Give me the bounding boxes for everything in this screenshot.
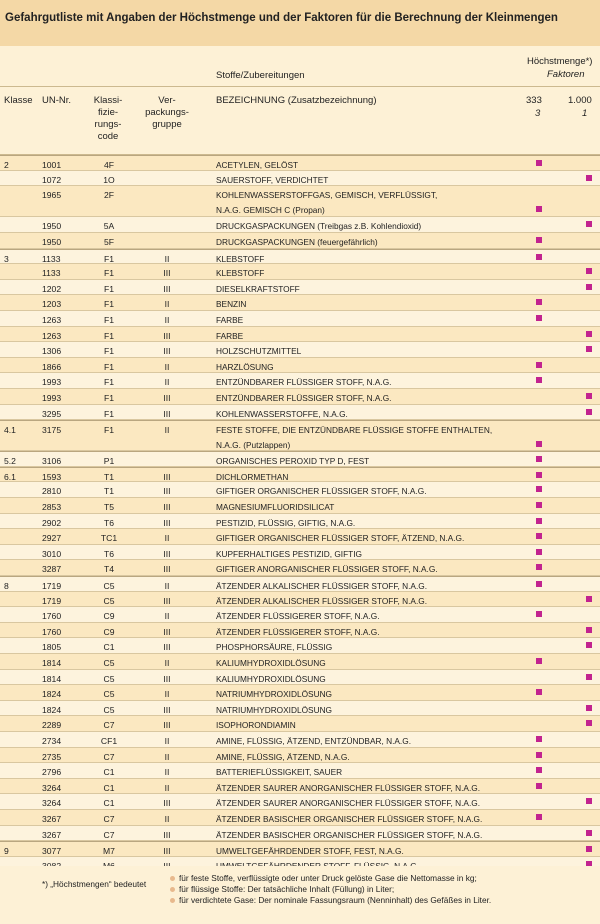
cell-bezeichnung: ÄTZENDER FLÜSSIGERER STOFF, N.A.G. bbox=[216, 611, 380, 622]
cell-klassifizierungscode: 5F bbox=[103, 236, 115, 247]
cell-un-nr: 3264 bbox=[42, 782, 62, 793]
cell-bezeichnung: DIESELKRAFTSTOFF bbox=[216, 283, 300, 294]
cell-un-nr: 1202 bbox=[42, 283, 62, 294]
cell-klassifizierungscode: CF1 bbox=[100, 735, 118, 746]
cell-un-nr: 1719 bbox=[42, 595, 62, 606]
cell-klassifizierungscode: TC1 bbox=[100, 533, 118, 544]
marker-1000-icon bbox=[586, 409, 592, 415]
marker-333-icon bbox=[536, 581, 542, 587]
table-row bbox=[0, 607, 600, 623]
cell-klassifizierungscode: F1 bbox=[103, 408, 115, 419]
cell-verpackungsgruppe: III bbox=[163, 642, 171, 653]
marker-333-icon bbox=[536, 549, 542, 555]
cell-verpackungsgruppe: III bbox=[163, 720, 171, 731]
table-row bbox=[0, 482, 600, 498]
cell-klassifizierungscode: M7 bbox=[103, 846, 115, 857]
table-row bbox=[0, 467, 600, 483]
table-row bbox=[0, 311, 600, 327]
cell-verpackungsgruppe: III bbox=[163, 283, 171, 294]
cell-verpackungsgruppe: III bbox=[163, 408, 171, 419]
cell-bezeichnung: ACETYLEN, GELÖST bbox=[216, 160, 299, 170]
cell-klassifizierungscode: F1 bbox=[103, 268, 115, 279]
cell-un-nr: 1133 bbox=[42, 253, 61, 264]
table-row bbox=[0, 358, 600, 374]
marker-1000-icon bbox=[586, 284, 592, 290]
header-verpackungsgruppe: Ver- packungs- gruppe bbox=[145, 95, 189, 130]
cell-klasse: 2 bbox=[4, 160, 9, 170]
cell-un-nr: 1760 bbox=[42, 626, 62, 637]
cell-un-nr: 1824 bbox=[42, 689, 62, 700]
table-row bbox=[0, 342, 600, 358]
marker-1000-icon bbox=[586, 175, 592, 181]
table-row bbox=[0, 171, 600, 187]
cell-un-nr: 2796 bbox=[42, 767, 62, 778]
table-row bbox=[0, 280, 600, 296]
marker-333-icon bbox=[536, 315, 542, 321]
cell-klassifizierungscode: C5 bbox=[103, 673, 115, 684]
cell-bezeichnung: ISOPHORONDIAMIN bbox=[216, 720, 296, 731]
cell-un-nr: 1824 bbox=[42, 704, 62, 715]
marker-333-icon bbox=[536, 783, 542, 789]
cell-bezeichnung: ORGANISCHES PEROXID TYP D, FEST bbox=[216, 456, 370, 467]
table-row bbox=[0, 529, 600, 545]
cell-un-nr: 3175 bbox=[42, 425, 62, 436]
cell-un-nr: 1133 bbox=[42, 268, 61, 279]
cell-un-nr: 1805 bbox=[42, 642, 62, 653]
table-row bbox=[0, 623, 600, 639]
marker-333-icon bbox=[536, 533, 542, 539]
marker-1000-icon bbox=[586, 331, 592, 337]
marker-1000-icon bbox=[586, 596, 592, 602]
cell-verpackungsgruppe: III bbox=[163, 268, 171, 279]
cell-verpackungsgruppe: II bbox=[164, 377, 170, 388]
table-row bbox=[0, 592, 600, 608]
table-row bbox=[0, 826, 600, 842]
cell-klasse: 8 bbox=[4, 581, 9, 592]
cell-klassifizierungscode: 4F bbox=[103, 160, 115, 170]
cell-verpackungsgruppe: II bbox=[164, 253, 170, 264]
marker-333-icon bbox=[536, 441, 542, 447]
cell-un-nr: 3077 bbox=[42, 846, 62, 857]
table-row bbox=[0, 810, 600, 826]
cell-un-nr: 1719 bbox=[42, 581, 62, 592]
marker-333-icon bbox=[536, 206, 542, 212]
cell-klassifizierungscode: F1 bbox=[103, 392, 115, 403]
cell-verpackungsgruppe: III bbox=[163, 595, 171, 606]
marker-333-icon bbox=[536, 472, 542, 478]
cell-bezeichnung: PHOSPHORSÄURE, FLÜSSIG bbox=[216, 642, 333, 653]
footnote-lead: *) „Höchstmengen“ bedeutet bbox=[42, 879, 147, 889]
cell-bezeichnung-line2: N.A.G. GEMISCH C (Propan) bbox=[216, 205, 325, 216]
cell-klassifizierungscode: 2F bbox=[103, 190, 115, 201]
marker-333-icon bbox=[536, 254, 542, 260]
marker-1000-icon bbox=[586, 846, 592, 852]
cell-verpackungsgruppe: II bbox=[164, 767, 170, 778]
cell-klassifizierungscode: P1 bbox=[103, 456, 115, 467]
cell-un-nr: 1306 bbox=[42, 346, 62, 357]
table-body bbox=[0, 155, 600, 872]
marker-333-icon bbox=[536, 486, 542, 492]
cell-bezeichnung: UMWELTGEFÄHRDENDER STOFF, FEST, N.A.G. bbox=[216, 846, 404, 857]
cell-klassifizierungscode: 5A bbox=[103, 221, 115, 232]
table-row bbox=[0, 155, 600, 171]
cell-klassifizierungscode: F1 bbox=[103, 283, 115, 294]
cell-un-nr: 3295 bbox=[42, 408, 62, 419]
marker-333-icon bbox=[536, 377, 542, 383]
cell-klassifizierungscode: C5 bbox=[103, 689, 115, 700]
cell-un-nr: 2853 bbox=[42, 502, 62, 513]
cell-klassifizierungscode: F1 bbox=[103, 425, 115, 436]
table-row bbox=[0, 420, 600, 451]
cell-bezeichnung: KLEBSTOFF bbox=[216, 268, 265, 279]
marker-333-icon bbox=[536, 689, 542, 695]
cell-verpackungsgruppe: III bbox=[163, 548, 171, 559]
cell-bezeichnung: GIFTIGER ANORGANISCHER FLÜSSIGER STOFF, N.A.G. bbox=[216, 564, 438, 575]
cell-klassifizierungscode: C7 bbox=[103, 829, 115, 840]
cell-bezeichnung: BATTERIEFLÜSSIGKEIT, SAUER bbox=[216, 767, 343, 778]
marker-1000-icon bbox=[586, 393, 592, 399]
cell-bezeichnung: NATRIUMHYDROXIDLÖSUNG bbox=[216, 704, 333, 715]
cell-bezeichnung: KLEBSTOFF bbox=[216, 253, 265, 264]
table-row bbox=[0, 748, 600, 764]
table-row bbox=[0, 560, 600, 576]
table-row bbox=[0, 732, 600, 748]
cell-klassifizierungscode: C1 bbox=[103, 642, 115, 653]
cell-un-nr: 3010 bbox=[42, 548, 62, 559]
cell-un-nr: 1950 bbox=[42, 236, 62, 247]
cell-klassifizierungscode: F1 bbox=[103, 253, 115, 264]
footnote bbox=[0, 866, 600, 924]
marker-333-icon bbox=[536, 767, 542, 773]
cell-klassifizierungscode: F1 bbox=[103, 314, 115, 325]
marker-333-icon bbox=[536, 160, 542, 166]
cell-verpackungsgruppe: III bbox=[163, 502, 171, 513]
cell-un-nr: 1993 bbox=[42, 377, 62, 388]
cell-klassifizierungscode: T5 bbox=[103, 502, 115, 513]
cell-bezeichnung: AMINE, FLÜSSIG, ÄTZEND, N.A.G. bbox=[216, 751, 350, 762]
cell-un-nr: 2927 bbox=[42, 533, 62, 544]
table-row bbox=[0, 670, 600, 686]
marker-1000-icon bbox=[586, 830, 592, 836]
cell-bezeichnung: HOLZSCHUTZMITTEL bbox=[216, 346, 302, 357]
cell-bezeichnung: GIFTIGER ORGANISCHER FLÜSSIGER STOFF, ÄTZEND, N.A.G. bbox=[216, 533, 465, 544]
marker-333-icon bbox=[536, 518, 542, 524]
cell-bezeichnung: FESTE STOFFE, DIE ENTZÜNDBARE FLÜSSIGE STOFFE ENTHALTEN, bbox=[216, 425, 493, 436]
cell-bezeichnung: KUPFERHALTIGES PESTIZID, GIFTIG bbox=[216, 548, 362, 559]
table-row bbox=[0, 545, 600, 561]
cell-verpackungsgruppe: II bbox=[164, 735, 170, 746]
cell-klassifizierungscode: C9 bbox=[103, 611, 115, 622]
cell-bezeichnung: ENTZÜNDBARER FLÜSSIGER STOFF, N.A.G. bbox=[216, 377, 392, 388]
cell-klasse: 4.1 bbox=[4, 425, 16, 436]
cell-verpackungsgruppe: III bbox=[163, 626, 171, 637]
cell-un-nr: 2734 bbox=[42, 735, 62, 746]
marker-333-icon bbox=[536, 611, 542, 617]
cell-klassifizierungscode: T4 bbox=[103, 564, 115, 575]
marker-1000-icon bbox=[586, 705, 592, 711]
cell-verpackungsgruppe: III bbox=[163, 673, 171, 684]
cell-verpackungsgruppe: II bbox=[164, 533, 170, 544]
cell-klassifizierungscode: C5 bbox=[103, 704, 115, 715]
cell-un-nr: 1263 bbox=[42, 330, 62, 341]
cell-klassifizierungscode: C5 bbox=[103, 581, 115, 592]
cell-bezeichnung: KALIUMHYDROXIDLÖSUNG bbox=[216, 658, 326, 668]
marker-1000-icon bbox=[586, 346, 592, 352]
marker-1000-icon bbox=[586, 627, 592, 633]
cell-un-nr: 1593 bbox=[42, 471, 62, 482]
cell-un-nr: 1814 bbox=[42, 673, 62, 684]
table-row bbox=[0, 373, 600, 389]
cell-un-nr: 1072 bbox=[42, 174, 62, 185]
cell-un-nr: 3287 bbox=[42, 564, 62, 575]
cell-verpackungsgruppe: II bbox=[164, 299, 170, 310]
cell-bezeichnung: DRUCKGASPACKUNGEN (Treibgas z.B. Kohlendioxid) bbox=[216, 221, 422, 232]
marker-1000-icon bbox=[586, 221, 592, 227]
cell-un-nr: 1965 bbox=[42, 190, 62, 201]
cell-verpackungsgruppe: II bbox=[164, 581, 170, 592]
cell-klassifizierungscode: F1 bbox=[103, 299, 115, 310]
header-factor-3: 3 bbox=[535, 108, 541, 119]
cell-un-nr: 1203 bbox=[42, 299, 62, 310]
cell-bezeichnung: KOHLENWASSERSTOFFE, N.A.G. bbox=[216, 408, 348, 419]
cell-bezeichnung: KALIUMHYDROXIDLÖSUNG bbox=[216, 673, 326, 684]
cell-un-nr: 2902 bbox=[42, 517, 62, 528]
cell-verpackungsgruppe: II bbox=[164, 658, 170, 668]
cell-bezeichnung: DRUCKGASPACKUNGEN (feuergefährlich) bbox=[216, 236, 378, 247]
cell-bezeichnung: AMINE, FLÜSSIG, ÄTZEND, ENTZÜNDBAR, N.A.G. bbox=[216, 735, 411, 746]
cell-klassifizierungscode: T6 bbox=[103, 548, 115, 559]
bullet-icon bbox=[170, 887, 175, 892]
table-row bbox=[0, 794, 600, 810]
cell-bezeichnung: ÄTZENDER ALKALISCHER FLÜSSIGER STOFF, N.A.G. bbox=[216, 595, 428, 606]
cell-klassifizierungscode: C7 bbox=[103, 751, 115, 762]
cell-klasse: 6.1 bbox=[4, 471, 16, 482]
cell-verpackungsgruppe: III bbox=[163, 564, 171, 575]
header-col1000: 1.000 bbox=[568, 95, 592, 106]
table-row bbox=[0, 233, 600, 249]
marker-1000-icon bbox=[586, 642, 592, 648]
cell-klassifizierungscode: C7 bbox=[103, 813, 115, 824]
header-stoffe: Stoffe/Zubereitungen bbox=[216, 70, 305, 81]
bullet-icon bbox=[170, 876, 175, 881]
cell-un-nr: 1263 bbox=[42, 314, 62, 325]
table-row bbox=[0, 576, 600, 592]
cell-un-nr: 3267 bbox=[42, 813, 62, 824]
table-row bbox=[0, 498, 600, 514]
cell-bezeichnung: ENTZÜNDBARER FLÜSSIGER STOFF, N.A.G. bbox=[216, 392, 392, 403]
cell-klassifizierungscode: T1 bbox=[103, 486, 115, 497]
cell-bezeichnung: KOHLENWASSERSTOFFGAS, GEMISCH, VERFLÜSSIGT, bbox=[216, 190, 438, 201]
table-row bbox=[0, 295, 600, 311]
header-factor-1: 1 bbox=[582, 108, 588, 119]
marker-333-icon bbox=[536, 752, 542, 758]
cell-un-nr: 1950 bbox=[42, 221, 62, 232]
cell-klassifizierungscode: C9 bbox=[103, 626, 115, 637]
cell-klassifizierungscode: C7 bbox=[103, 720, 115, 731]
table-row bbox=[0, 779, 600, 795]
cell-klassifizierungscode: C1 bbox=[103, 767, 115, 778]
marker-333-icon bbox=[536, 362, 542, 368]
cell-klassifizierungscode: F1 bbox=[103, 330, 115, 341]
cell-klassifizierungscode: C5 bbox=[103, 595, 115, 606]
footnote-note: für feste Stoffe, verflüssigte oder unter Druck gelöste Gase die Nettomasse in kg; bbox=[170, 873, 477, 884]
header-bezeichnung: BEZEICHNUNG (Zusatzbezeichnung) bbox=[216, 95, 377, 106]
table-row bbox=[0, 841, 600, 857]
cell-verpackungsgruppe: III bbox=[163, 346, 171, 357]
cell-bezeichnung: FARBE bbox=[216, 314, 244, 325]
cell-verpackungsgruppe: III bbox=[163, 330, 171, 341]
footnote-note: für verdichtete Gase: Der nominale Fassungsraum (Nenninhalt) des Gefäßes in Liter. bbox=[170, 895, 491, 906]
marker-333-icon bbox=[536, 502, 542, 508]
table-row bbox=[0, 264, 600, 280]
marker-333-icon bbox=[536, 736, 542, 742]
marker-333-icon bbox=[536, 564, 542, 570]
cell-un-nr: 3264 bbox=[42, 798, 62, 809]
cell-verpackungsgruppe: II bbox=[164, 611, 170, 622]
table-row bbox=[0, 249, 600, 265]
marker-1000-icon bbox=[586, 268, 592, 274]
table-row bbox=[0, 685, 600, 701]
footnote-note: für flüssige Stoffe: Der tatsächliche Inhalt (Füllung) in Liter; bbox=[170, 884, 394, 895]
cell-bezeichnung: ÄTZENDER BASISCHER ORGANISCHER FLÜSSIGER STOFF, N.A.G. bbox=[216, 813, 483, 824]
marker-1000-icon bbox=[586, 674, 592, 680]
cell-bezeichnung: BENZIN bbox=[216, 299, 247, 310]
cell-un-nr: 2735 bbox=[42, 751, 62, 762]
cell-bezeichnung: DICHLORMETHAN bbox=[216, 471, 289, 482]
cell-bezeichnung: NATRIUMHYDROXIDLÖSUNG bbox=[216, 689, 333, 700]
cell-klassifizierungscode: C5 bbox=[103, 658, 115, 668]
cell-klassifizierungscode: F1 bbox=[103, 346, 115, 357]
table-row bbox=[0, 654, 600, 670]
cell-un-nr: 1001 bbox=[42, 160, 62, 170]
cell-klassifizierungscode: T1 bbox=[103, 471, 115, 482]
cell-klassifizierungscode: F1 bbox=[103, 361, 115, 372]
cell-verpackungsgruppe: II bbox=[164, 314, 170, 325]
cell-klassifizierungscode: C1 bbox=[103, 782, 115, 793]
table-row bbox=[0, 716, 600, 732]
cell-verpackungsgruppe: III bbox=[163, 517, 171, 528]
table-row bbox=[0, 327, 600, 343]
table-row bbox=[0, 451, 600, 467]
table-row bbox=[0, 638, 600, 654]
cell-klasse: 5.2 bbox=[4, 456, 16, 467]
header-klasse: Klasse bbox=[4, 95, 33, 106]
cell-bezeichnung: SAUERSTOFF, VERDICHTET bbox=[216, 174, 329, 185]
table-row bbox=[0, 405, 600, 421]
cell-verpackungsgruppe: III bbox=[163, 392, 171, 403]
marker-333-icon bbox=[536, 456, 542, 462]
cell-verpackungsgruppe: II bbox=[164, 361, 170, 372]
cell-verpackungsgruppe: II bbox=[164, 425, 170, 436]
marker-1000-icon bbox=[586, 798, 592, 804]
cell-verpackungsgruppe: II bbox=[164, 689, 170, 700]
table-row bbox=[0, 514, 600, 530]
marker-333-icon bbox=[536, 237, 542, 243]
cell-klassifizierungscode: C1 bbox=[103, 798, 115, 809]
cell-un-nr: 3267 bbox=[42, 829, 62, 840]
header-klassifizierungscode: Klassi- fizie- rungs- code bbox=[93, 95, 123, 142]
bullet-icon bbox=[170, 898, 175, 903]
table-row bbox=[0, 701, 600, 717]
cell-bezeichnung: ÄTZENDER FLÜSSIGERER STOFF, N.A.G. bbox=[216, 626, 380, 637]
cell-bezeichnung: ÄTZENDER SAURER ANORGANISCHER FLÜSSIGER STOFF, N.A.G. bbox=[216, 798, 481, 809]
header-un: UN-Nr. bbox=[42, 95, 72, 106]
cell-verpackungsgruppe: II bbox=[164, 782, 170, 793]
cell-verpackungsgruppe: III bbox=[163, 798, 171, 809]
cell-verpackungsgruppe: III bbox=[163, 829, 171, 840]
marker-333-icon bbox=[536, 658, 542, 664]
cell-un-nr: 1760 bbox=[42, 611, 62, 622]
marker-1000-icon bbox=[586, 720, 592, 726]
cell-klasse: 3 bbox=[4, 253, 9, 264]
cell-verpackungsgruppe: II bbox=[164, 813, 170, 824]
cell-bezeichnung: ÄTZENDER SAURER ANORGANISCHER FLÜSSIGER STOFF, N.A.G. bbox=[216, 782, 481, 793]
table-row bbox=[0, 389, 600, 405]
header-col333: 333 bbox=[526, 95, 542, 106]
cell-un-nr: 1866 bbox=[42, 361, 62, 372]
cell-un-nr: 3106 bbox=[42, 456, 62, 467]
cell-bezeichnung: ÄTZENDER BASISCHER ORGANISCHER FLÜSSIGER STOFF, N.A.G. bbox=[216, 829, 483, 840]
cell-bezeichnung: ÄTZENDER ALKALISCHER FLÜSSIGER STOFF, N.A.G. bbox=[216, 581, 428, 592]
cell-bezeichnung-line2: N.A.G. (Putzlappen) bbox=[216, 440, 291, 451]
cell-bezeichnung: HARZLÖSUNG bbox=[216, 361, 274, 372]
cell-un-nr: 1814 bbox=[42, 658, 62, 668]
cell-verpackungsgruppe: III bbox=[163, 704, 171, 715]
table-header bbox=[0, 46, 600, 155]
cell-klassifizierungscode: F1 bbox=[103, 377, 115, 388]
cell-un-nr: 1993 bbox=[42, 392, 62, 403]
table-row bbox=[0, 763, 600, 779]
cell-un-nr: 2810 bbox=[42, 486, 62, 497]
cell-bezeichnung: MAGNESIUMFLUORIDSILICAT bbox=[216, 502, 335, 513]
cell-klassifizierungscode: 1O bbox=[103, 174, 115, 185]
marker-333-icon bbox=[536, 814, 542, 820]
cell-klassifizierungscode: T6 bbox=[103, 517, 115, 528]
cell-verpackungsgruppe: II bbox=[164, 751, 170, 762]
cell-bezeichnung: PESTIZID, FLÜSSIG, GIFTIG, N.A.G. bbox=[216, 517, 356, 528]
header-faktoren: Faktoren bbox=[547, 69, 585, 80]
table-row bbox=[0, 186, 600, 217]
cell-bezeichnung: GIFTIGER ORGANISCHER FLÜSSIGER STOFF, N.A.G. bbox=[216, 486, 427, 497]
table-row bbox=[0, 217, 600, 233]
cell-un-nr: 2289 bbox=[42, 720, 62, 731]
marker-333-icon bbox=[536, 299, 542, 305]
cell-klasse: 9 bbox=[4, 846, 9, 857]
header-hoechstmenge: Höchstmenge*) bbox=[527, 56, 593, 67]
cell-verpackungsgruppe: III bbox=[163, 486, 171, 497]
page-title: Gefahrgutliste mit Angaben der Höchstmenge und der Faktoren für die Berechnung der Kleinmengen bbox=[0, 0, 600, 46]
cell-bezeichnung: FARBE bbox=[216, 330, 244, 341]
cell-verpackungsgruppe: III bbox=[163, 471, 171, 482]
cell-verpackungsgruppe: III bbox=[163, 846, 171, 857]
